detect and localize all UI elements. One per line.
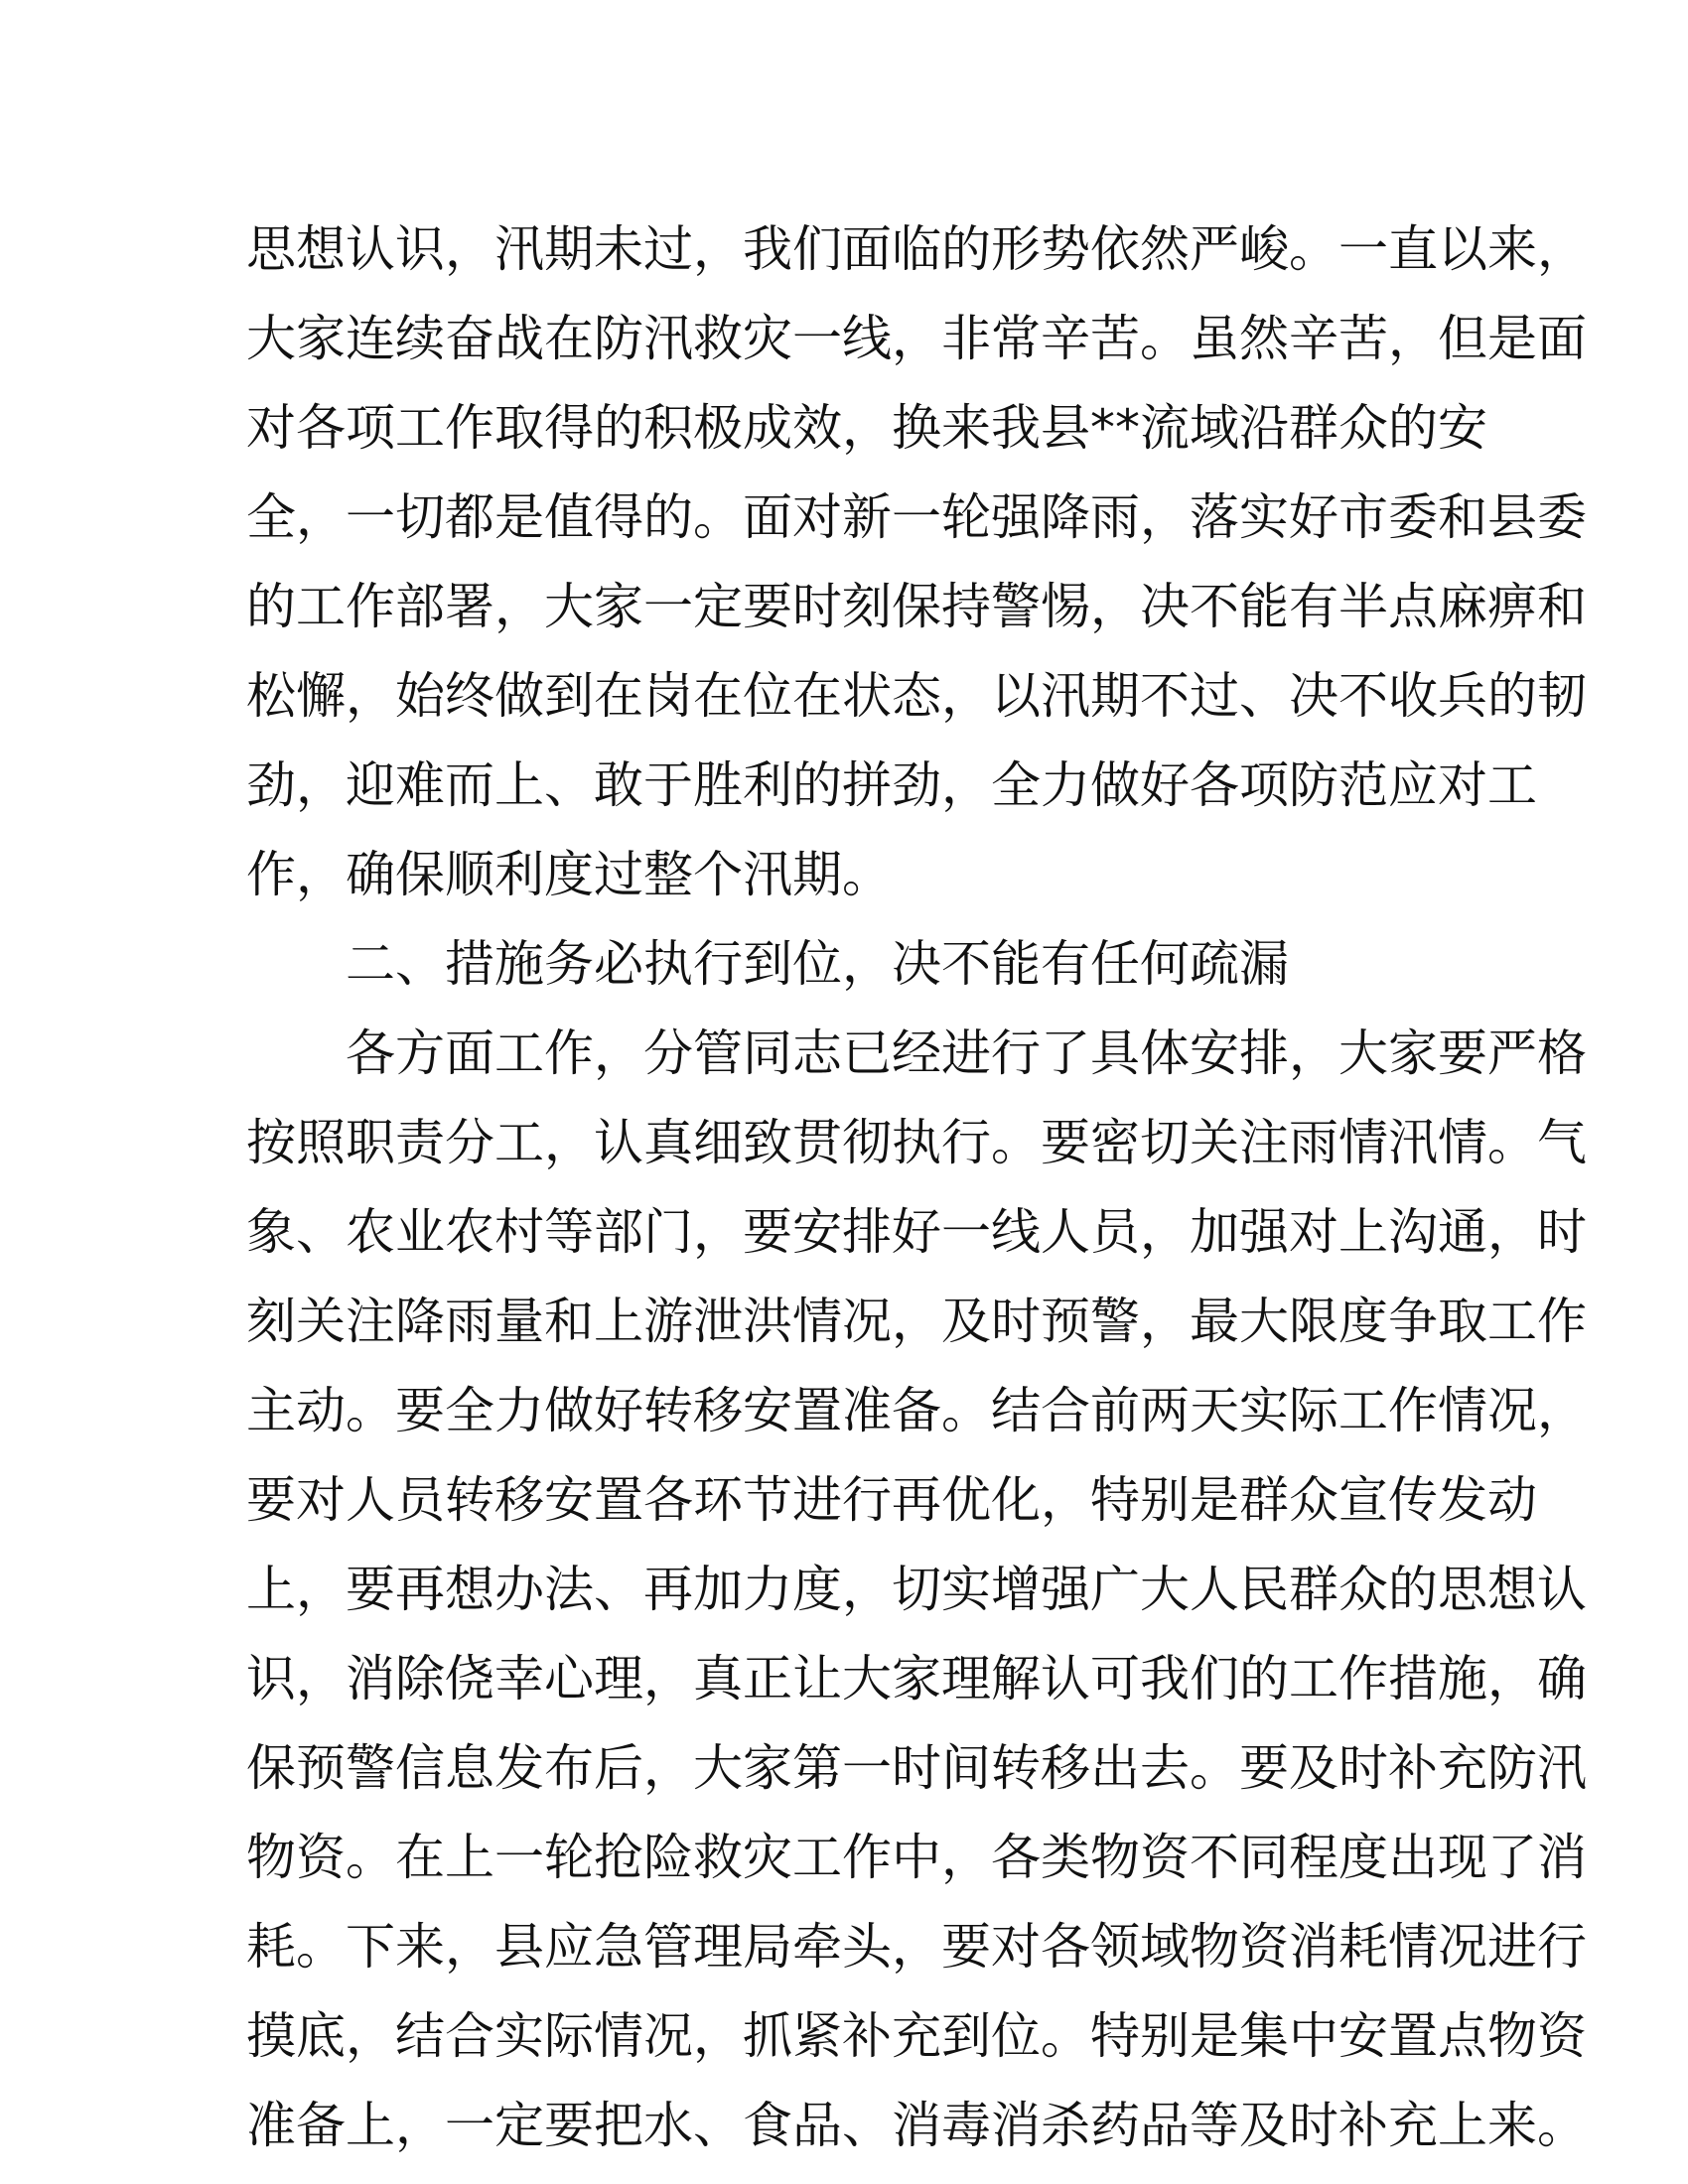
paragraph-line: 全，一切都是值得的。面对新一轮强降雨，落实好市委和县委 [246, 488, 1587, 546]
document-body [246, 205, 1587, 2170]
paragraph-line: 物资。在上一轮抢险救灾工作中，各类物资不同程度出现了消 [246, 1829, 1587, 1886]
paragraph-line: 思想认识，汛期未过，我们面临的形势依然严峻。一直以来， [246, 220, 1587, 278]
paragraph-line: 作，确保顺利度过整个汛期。 [246, 846, 892, 903]
paragraph-line: 摸底，结合实际情况，抓紧补充到位。特别是集中安置点物资 [246, 2007, 1587, 2065]
paragraph-line: 象、农业农村等部门，要安排好一线人员，加强对上沟通，时 [246, 1203, 1587, 1261]
paragraph-line: 对各项工作取得的积极成效，换来我县**流域沿群众的安 [246, 399, 1487, 457]
paragraph-line: 大家连续奋战在防汛救灾一线，非常辛苦。虽然辛苦，但是面 [246, 310, 1587, 367]
paragraph-line: 按照职责分工，认真细致贯彻执行。要密切关注雨情汛情。气 [246, 1114, 1587, 1171]
paragraph-2 [246, 1009, 1587, 2170]
paragraph-line: 上，要再想办法、再加力度，切实增强广大人民群众的思想认 [246, 1561, 1587, 1618]
paragraph-line: 耗。下来，县应急管理局牵头，要对各领域物资消耗情况进行 [246, 1918, 1587, 1976]
paragraph-line: 松懈，始终做到在岗在位在状态，以汛期不过、决不收兵的韧 [246, 667, 1587, 725]
paragraph-line: 各方面工作，分管同志已经进行了具体安排，大家要严格 [346, 1024, 1587, 1082]
paragraph-line: 主动。要全力做好转移安置准备。结合前两天实际工作情况， [246, 1382, 1587, 1439]
paragraph-1 [246, 205, 1587, 919]
paragraph-line: 的工作部署，大家一定要时刻保持警惕，决不能有半点麻痹和 [246, 578, 1587, 635]
paragraph-line: 准备上，一定要把水、食品、消毒消杀药品等及时补充上来。 [246, 2097, 1587, 2154]
section-heading-2 [246, 919, 1438, 1009]
paragraph-line: 保预警信息发布后，大家第一时间转移出去。要及时补充防汛 [246, 1739, 1587, 1797]
section-heading-text: 二、措施务必执行到位，决不能有任何疏漏 [346, 935, 1289, 993]
paragraph-line: 刻关注降雨量和上游泄洪情况，及时预警，最大限度争取工作 [246, 1293, 1587, 1350]
paragraph-line: 要对人员转移安置各环节进行再优化，特别是群众宣传发动 [246, 1471, 1537, 1529]
paragraph-line: 识，消除侥幸心理，真正让大家理解认可我们的工作措施，确 [246, 1650, 1587, 1707]
paragraph-line: 劲，迎难而上、敢于胜利的拼劲，全力做好各项防范应对工 [246, 756, 1537, 814]
